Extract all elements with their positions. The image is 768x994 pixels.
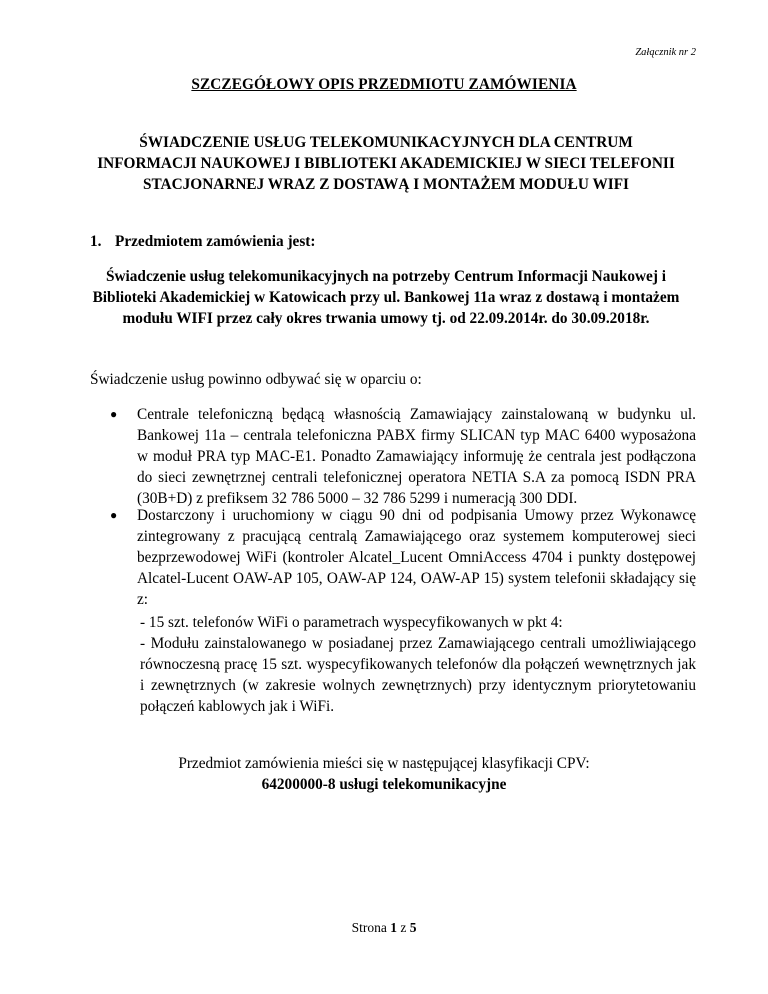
bullet-icon: ● xyxy=(110,508,118,522)
subtitle-line: ŚWIADCZENIE USŁUG TELEKOMUNIKACYJNYCH DLA CENTRUM xyxy=(139,134,633,151)
list-item xyxy=(110,505,696,610)
list-item-text: Dostarczony i uruchomiony w ciągu 90 dni od podpisania Umowy przez Wykonawcę zintegrowany z pracującą centralą Zamawiającego oraz systemem komputerowej sieci bezprzewodowej WiFi (kontroler Alcatel_Lucent OmniAccess 4704 i punkty dostępowej Alcatel-Lucent OAW-AP 105, OAW-AP 124, OAW-AP 15) system telefonii składający się z: xyxy=(137,507,696,608)
list-item xyxy=(110,404,696,509)
section-heading-text: Przedmiotem zamówienia jest: xyxy=(115,233,316,250)
bullet-icon: ● xyxy=(110,407,118,421)
sub-item: - 15 szt. telefonów WiFi o parametrach wyspecyfikowanych w pkt 4: xyxy=(140,614,563,631)
section-number: 1. xyxy=(90,233,102,250)
sub-item: - Modułu zainstalowanego w posiadanej przez Zamawiającego centrali umożliwiającego równoczesną pracę 15 szt. wyspecyfikowanych telefonów dla połączeń wewnętrznych jak i zewnętrznych (w zakresie wolnych zewnętrznych) przy identycznym priorytetowaniu połączeń kablowych jak i WiFi. xyxy=(140,635,696,715)
document-title: SZCZEGÓŁOWY OPIS PRZEDMIOTU ZAMÓWIENIA xyxy=(191,76,577,93)
page-total: 5 xyxy=(409,920,417,935)
list-item-text: Centrale telefoniczną będącą własnością Zamawiający zainstalowaną w budynku ul. Bankowej 11a – centrala telefoniczna PABX firmy SLICAN typ MAC 6400 wyposażona w moduł PRA typ MAC-E1. Ponadto Zamawiający informuję że centrala jest podłączona do sieci zewnętrznej centrali telefonicznej operatora NETIA S.A za pomocą ISDN PRA (30B+D) z prefiksem 32 786 5000 – 32 786 5299 i numeracją 300 DDI. xyxy=(137,406,696,507)
services-intro: Świadczenie usług powinno odbywać się w oparciu o: xyxy=(90,371,422,388)
cpv-code: 64200000-8 usługi telekomunikacyjne xyxy=(261,776,507,793)
page-number: 1 xyxy=(390,920,397,935)
section-1-heading xyxy=(90,231,315,252)
order-object-description xyxy=(86,266,686,329)
cpv-intro: Przedmiot zamówienia mieści się w następującej klasyfikacji CPV: xyxy=(178,755,590,772)
description-line: modułu WIFI przez cały okres trwania umowy tj. od 22.09.2014r. do 30.09.2018r. xyxy=(122,310,650,327)
footer-label: Strona xyxy=(351,920,387,935)
document-subtitle xyxy=(86,132,686,195)
description-line: Biblioteki Akademickiej w Katowicach przy ul. Bankowej 11a wraz z dostawą i montażem xyxy=(92,289,680,306)
cpv-classification xyxy=(0,753,768,795)
page-footer xyxy=(0,917,768,938)
phone-system-components xyxy=(140,612,696,717)
footer-of: z xyxy=(400,920,407,935)
subtitle-line: INFORMACJI NAUKOWEJ I BIBLIOTEKI AKADEMICKIEJ W SIECI TELEFONII xyxy=(97,155,675,172)
annex-label: Załącznik nr 2 xyxy=(635,47,696,58)
subtitle-line: STACJONARNEJ WRAZ Z DOSTAWĄ I MONTAŻEM MODUŁU WIFI xyxy=(142,176,629,193)
description-line: Świadczenie usług telekomunikacyjnych na potrzeby Centrum Informacji Naukowej i xyxy=(105,268,667,285)
